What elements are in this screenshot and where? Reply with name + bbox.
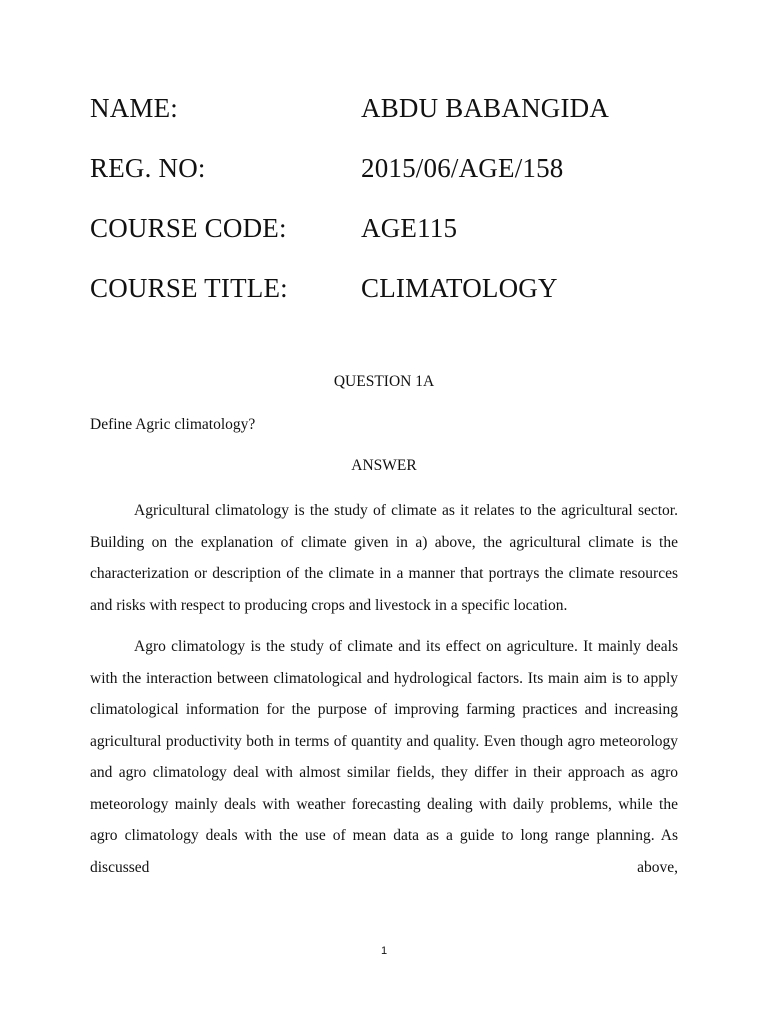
course-code-label: COURSE CODE: <box>90 213 287 243</box>
reg-no-label: REG. NO: <box>90 153 206 183</box>
reg-no-row <box>90 148 690 208</box>
answer-heading: ANSWER <box>351 457 417 474</box>
answer-paragraph: Agro climatology is the study of climate and its effect on agriculture. It mainly deals with the interaction between climatological and hydrological factors. Its main aim is to apply climatological information for the purpose of improving farming practices and increasing agricultural productivity both in terms of quantity and quality. Even though agro meteorology and agro climatology deal with almost similar fields, they differ in their approach as agro meteorology mainly deals with weather forecasting dealing with daily problems, while the agro climatology deals with the use of mean data as a guide to long range planning. As discussed above, <box>90 638 678 876</box>
course-title-row <box>90 268 690 328</box>
course-title-label: COURSE TITLE: <box>90 273 288 303</box>
name-label: NAME: <box>90 93 178 123</box>
course-code-row <box>90 208 690 268</box>
question-title: QUESTION 1A <box>333 373 435 390</box>
name-value: ABDU BABANGIDA <box>361 93 610 123</box>
course-title-value: CLIMATOLOGY <box>361 273 558 303</box>
answer-paragraph: Agricultural climatology is the study of climate as it relates to the agricultural sector. Building on the explanation of climate given in a) above, the agricultural climate is the characterization or description of the climate in a manner that portrays the climate resources and risks with respect to producing crops and livestock in a specific location. <box>90 502 678 614</box>
course-code-value: AGE115 <box>361 213 458 243</box>
reg-no-value: 2015/06/AGE/158 <box>361 153 564 183</box>
question-text: Define Agric climatology? <box>90 416 256 433</box>
student-info-header <box>90 88 690 328</box>
answer-body <box>90 495 678 893</box>
name-row <box>90 88 690 148</box>
page-number: 1 <box>380 945 388 957</box>
